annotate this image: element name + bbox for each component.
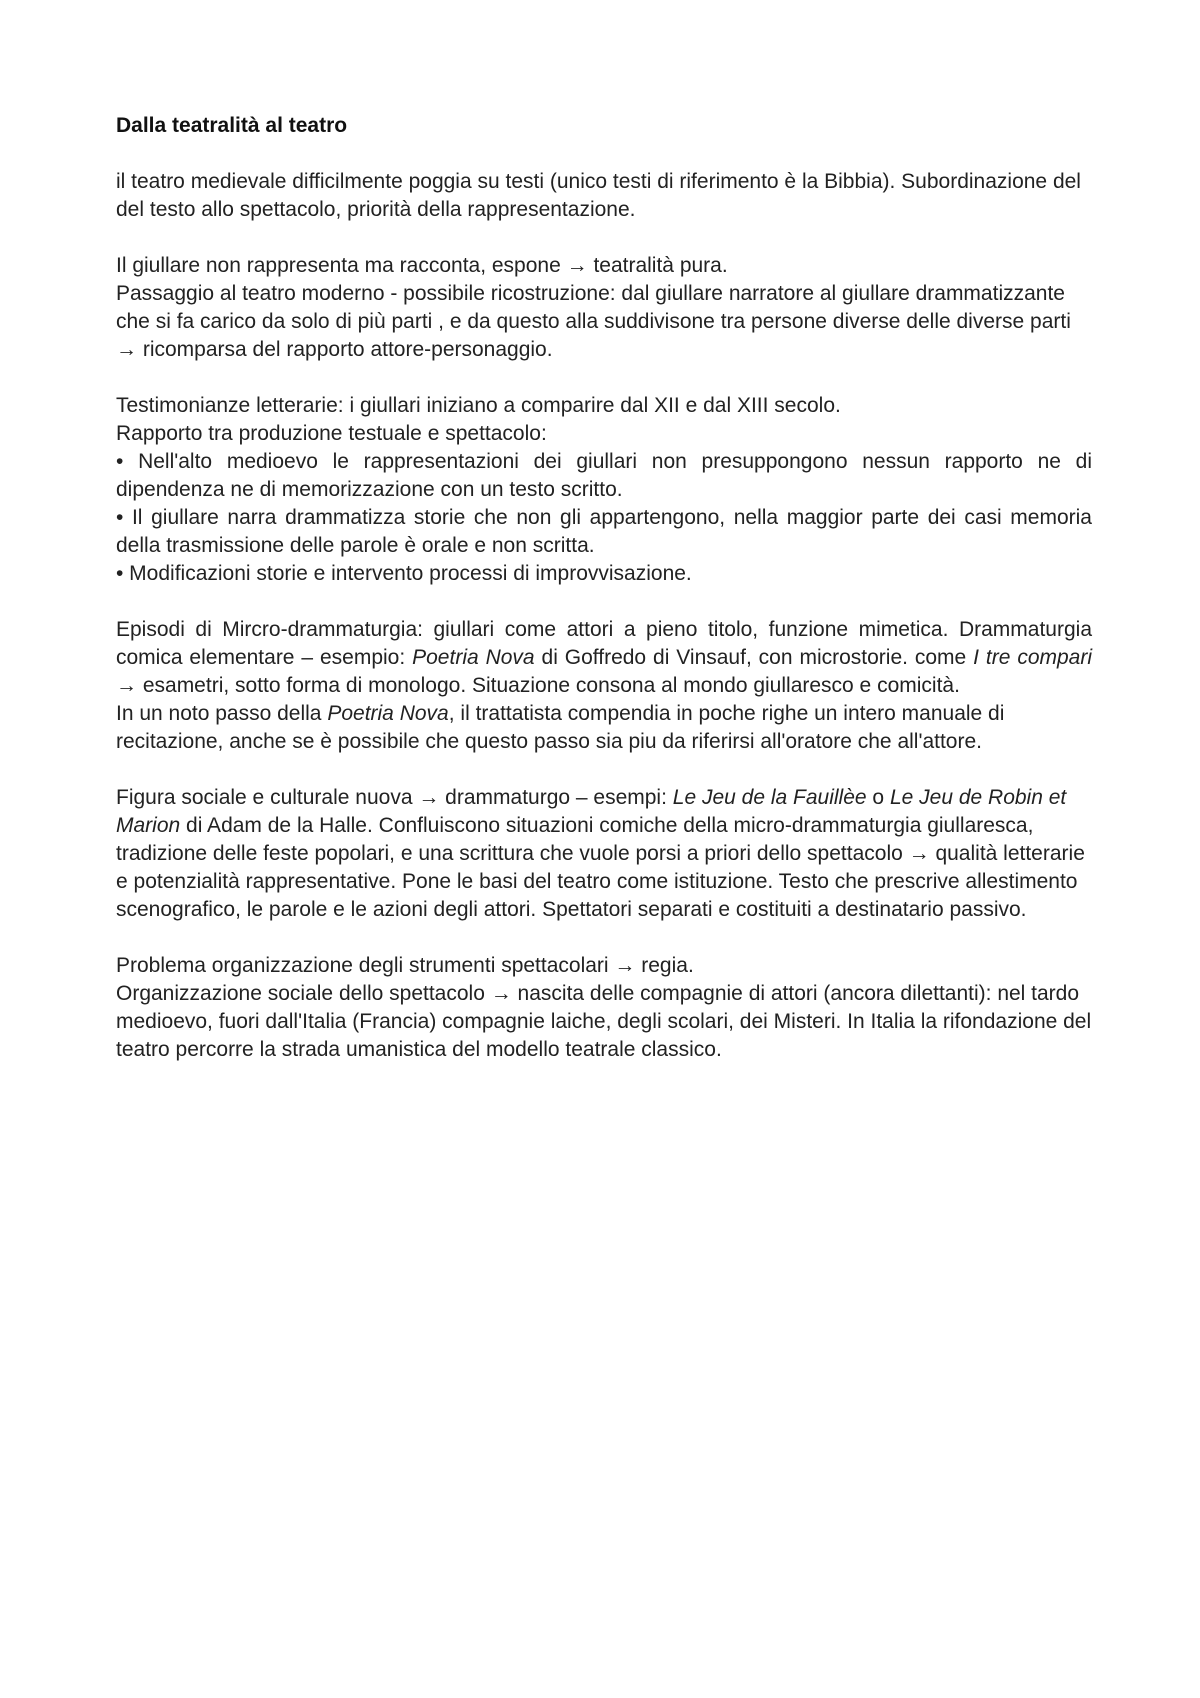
paragraph-giullare-line-2: Passaggio al teatro moderno - possibile ricostruzione: dal giullare narratore al giullare drammatizzante che si fa carico da solo di più parti , e da questo alla suddivisone tra persone diverse delle diverse parti → ricomparsa del rapporto attore-personaggio. (116, 282, 1071, 361)
text-run: di Adam de la Halle. Confluiscono situazioni comiche della micro-drammaturgia giullaresca, tradizione delle feste popolari, e una scrittura che vuole porsi a priori dello spettacolo → qualità letterarie e potenzialità rappresentative. Pone le basi del teatro come istituzione. Testo che prescrive allestimento scenografico, le parole e le azioni degli attori. Spettatori separati e costituiti a destinatario passivo. (116, 814, 1085, 921)
paragraph-microdrammaturgia-line-1 (116, 616, 1092, 700)
paragraph-giullare-line-1: Il giullare non rappresenta ma racconta, espone → teatralità pura. (116, 254, 728, 277)
paragraph-intro (116, 168, 1092, 224)
paragraph-drammaturgo (116, 784, 1092, 924)
paragraph-regia (116, 952, 1092, 1064)
document-page (116, 112, 1092, 1092)
text-run: Figura sociale e culturale nuova → drammaturgo – esempi: (116, 786, 673, 809)
text-run: , il trattatista compendia in poche righe un intero manuale di recitazione, anche se è possibile che questo passo sia piu da riferirsi all'oratore che all'attore. (116, 702, 1005, 753)
paragraph-intro-text: il teatro medievale difficilmente poggia su testi (unico testi di riferimento è la Bibbia). Subordinazione del del testo allo spettacolo, priorità della rappresentazione. (116, 170, 1081, 221)
italic-title-tre-compari: I tre compari (973, 646, 1093, 669)
paragraph-regia-line-1: Problema organizzazione degli strumenti spettacolari → regia. (116, 954, 694, 977)
paragraph-testimonianze-line-2: Rapporto tra produzione testuale e spettacolo: (116, 422, 547, 445)
bullet-item-2: • Il giullare narra drammatizza storie che non gli appartengono, nella maggior parte dei casi memoria della trasmissione delle parole è orale e non scritta. (116, 506, 1092, 557)
paragraph-testimonianze-line-1: Testimonianze letterarie: i giullari iniziano a comparire dal XII e dal XIII secolo. (116, 394, 841, 417)
text-run: Episodi di Mircro-drammaturgia: giullari come attori a pieno titolo, funzione mimetica. Drammaturgia comica elementare – esempio: (116, 618, 1092, 669)
bullet-item-1: • Nell'alto medioevo le rappresentazioni dei giullari non presuppongono nessun rapporto ne di dipendenza ne di memorizzazione con un testo scritto. (116, 450, 1092, 501)
paragraph-microdrammaturgia (116, 616, 1092, 756)
italic-title-poetria-nova: Poetria Nova (412, 646, 535, 669)
paragraph-giullare (116, 252, 1092, 364)
italic-title-jeu-fauillee: Le Jeu de la Fauillèe (672, 786, 867, 809)
paragraph-drammaturgo-text (116, 784, 1092, 924)
text-run: In un noto passo della (116, 702, 328, 725)
paragraph-microdrammaturgia-line-2 (116, 700, 1092, 756)
paragraph-testimonianze (116, 392, 1092, 588)
italic-title-jeu-robin-marion: Le Jeu de Robin et Marion (116, 786, 1067, 837)
text-run: di Goffredo di Vinsauf, con microstorie. come (534, 646, 974, 669)
bullet-item-3: • Modificazioni storie e intervento processi di improvvisazione. (116, 562, 692, 585)
text-run: o (866, 786, 890, 809)
text-run: → esametri, sotto forma di monologo. Situazione consona al mondo giullaresco e comicità. (116, 674, 960, 697)
paragraph-regia-line-2: Organizzazione sociale dello spettacolo → nascita delle compagnie di attori (ancora dilettanti): nel tardo medioevo, fuori dall'Italia (Francia) compagnie laiche, degli scolari, dei Misteri. In Italia la rifondazione del teatro percorre la strada umanistica del modello teatrale classico. (116, 982, 1092, 1061)
italic-title-poetria-nova-2: Poetria Nova (327, 702, 449, 725)
document-title: Dalla teatralità al teatro (116, 114, 348, 137)
